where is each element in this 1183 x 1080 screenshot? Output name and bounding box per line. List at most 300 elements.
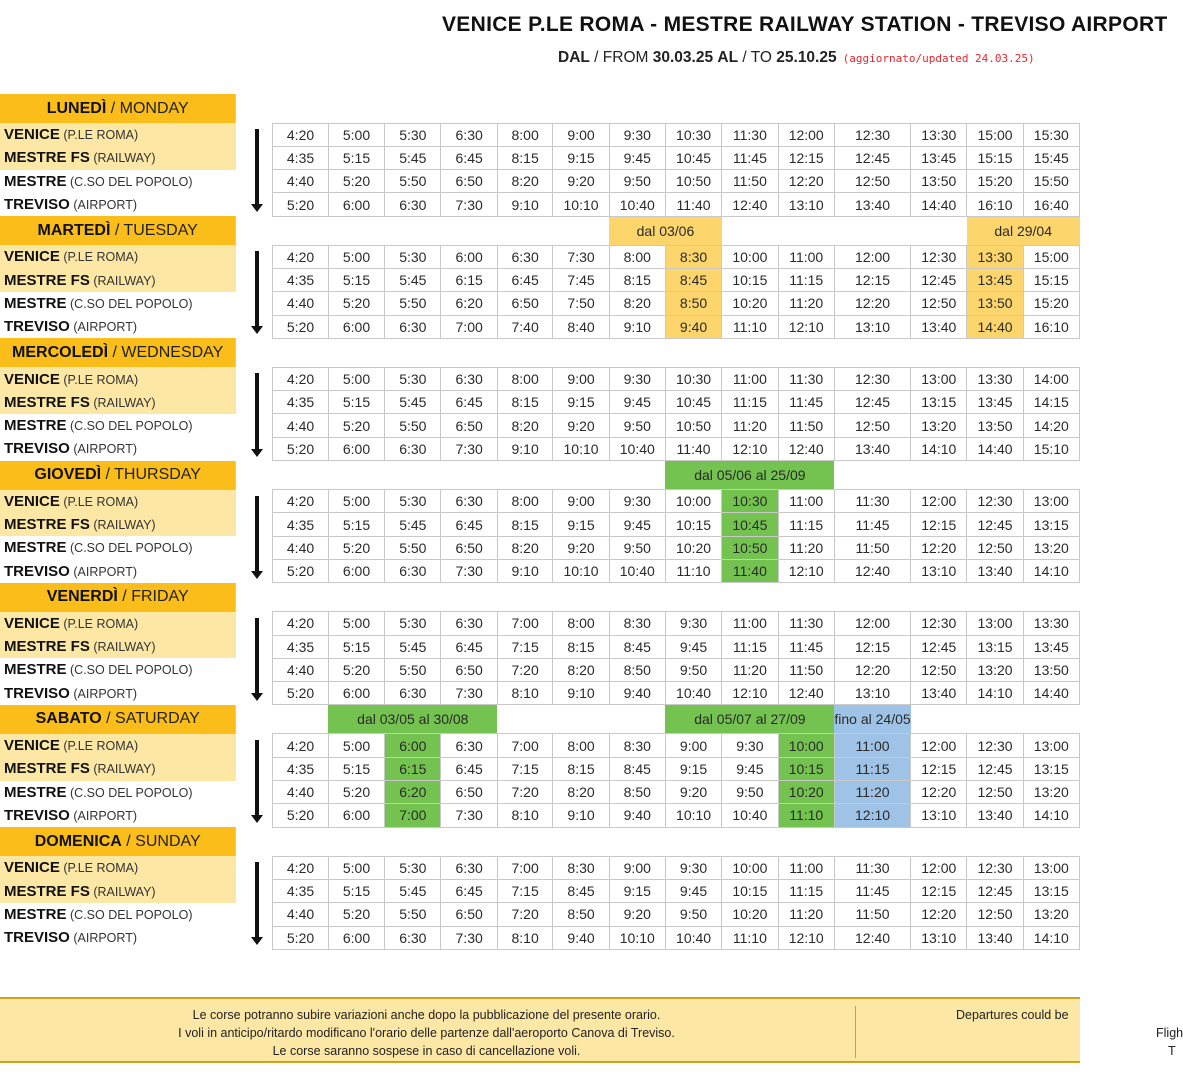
departure-time: 9:50 <box>665 658 721 681</box>
departure-time: 6:45 <box>441 879 497 902</box>
departure-time: 6:50 <box>441 414 497 437</box>
stop-row <box>0 536 1080 559</box>
departure-time: 6:30 <box>497 245 553 268</box>
departure-time: 10:20 <box>722 292 778 315</box>
stop-name: MESTRE FS (RAILWAY) <box>0 268 236 291</box>
departure-time: 7:40 <box>497 315 553 338</box>
stop-name: MESTRE (C.SO DEL POPOLO) <box>4 661 193 679</box>
day-header <box>0 338 1080 367</box>
stop-name: MESTRE FS (RAILWAY) <box>0 391 236 414</box>
departure-time: 4:20 <box>273 245 329 268</box>
departure-time: 6:50 <box>441 903 497 926</box>
departure-time: 9:30 <box>665 856 721 879</box>
departure-time: 12:50 <box>967 903 1023 926</box>
departure-time: 10:00 <box>665 490 721 513</box>
stop-row <box>0 903 1080 926</box>
departure-time: 5:20 <box>328 903 384 926</box>
departure-time: 4:35 <box>273 391 329 414</box>
departure-time: 10:00 <box>722 856 778 879</box>
stop-name: TREVISO (AIRPORT) <box>4 196 138 214</box>
stop-name: VENICE (P.LE ROMA) <box>0 245 236 268</box>
stop-row <box>0 292 1080 315</box>
departure-time: 6:45 <box>441 513 497 536</box>
day-name: DOMENICA / SUNDAY <box>0 827 236 856</box>
departure-time: 12:50 <box>911 292 967 315</box>
departure-time: 12:10 <box>778 926 834 949</box>
departure-time: 6:30 <box>385 315 441 338</box>
stop-name: TREVISO (AIRPORT) <box>4 440 138 458</box>
departure-time: 6:50 <box>497 292 553 315</box>
footer-italian: Le corse potranno subire variazioni anche dopo la pubblicazione del presente orario. I voli in anticipo/ritardo modificano l'orario delle partenze dall'aeroporto Canova di Treviso. Le corse saranno sospese in caso di cancellazione voli. <box>178 1008 675 1058</box>
departure-time: 9:50 <box>722 781 778 804</box>
departure-time: 6:00 <box>441 245 497 268</box>
stop-name: MESTRE (C.SO DEL POPOLO) <box>4 172 193 190</box>
departure-time: 16:40 <box>1023 193 1079 216</box>
departure-time: 12:15 <box>911 879 967 902</box>
stop-name: VENICE (P.LE ROMA) <box>0 490 236 513</box>
departure-time: 13:45 <box>967 268 1023 291</box>
stop-row <box>0 682 1080 705</box>
departure-time: 13:20 <box>1023 781 1079 804</box>
departure-time: 8:40 <box>553 315 609 338</box>
departure-time: 5:20 <box>328 414 384 437</box>
departure-time: 15:50 <box>1023 170 1079 193</box>
stop-name: MESTRE (C.SO DEL POPOLO) <box>4 417 193 435</box>
departure-time: 7:15 <box>497 635 553 658</box>
departure-time: 12:20 <box>911 536 967 559</box>
departure-time: 8:30 <box>609 734 665 757</box>
departure-time: 13:45 <box>967 391 1023 414</box>
stop-name: VENICE (P.LE ROMA) <box>0 856 236 879</box>
departure-time: 13:20 <box>1023 903 1079 926</box>
departure-time: 10:45 <box>665 146 721 169</box>
departure-time: 12:50 <box>911 658 967 681</box>
departure-time: 13:50 <box>967 414 1023 437</box>
departure-time: 13:40 <box>967 559 1023 582</box>
departure-time: 11:00 <box>778 490 834 513</box>
departure-time: 5:15 <box>328 757 384 780</box>
validity-note: fino al 24/05 <box>834 705 910 734</box>
stop-name: TREVISO (AIRPORT) <box>4 562 138 580</box>
departure-time: 12:30 <box>911 245 967 268</box>
stop-row <box>0 926 1080 949</box>
departure-time: 11:15 <box>778 268 834 291</box>
stop-name: VENICE (P.LE ROMA) <box>0 734 236 757</box>
departure-time: 6:50 <box>441 536 497 559</box>
departure-time: 8:50 <box>553 903 609 926</box>
departure-time: 11:50 <box>834 903 910 926</box>
stop-row <box>0 734 1080 757</box>
departure-time: 9:10 <box>609 315 665 338</box>
departure-time: 9:45 <box>722 757 778 780</box>
departure-time: 10:10 <box>609 926 665 949</box>
stop-row <box>0 781 1080 804</box>
departure-time: 4:35 <box>273 513 329 536</box>
departure-time: 5:50 <box>385 414 441 437</box>
stop-name: MESTRE (C.SO DEL POPOLO) <box>4 905 193 923</box>
departure-time: 7:30 <box>441 682 497 705</box>
departure-time: 11:40 <box>722 559 778 582</box>
departure-time: 14:40 <box>967 315 1023 338</box>
departure-time: 7:30 <box>441 193 497 216</box>
departure-time: 6:00 <box>385 734 441 757</box>
stop-name: VENICE (P.LE ROMA) <box>0 612 236 635</box>
departure-time: 10:45 <box>665 391 721 414</box>
departure-time: 5:20 <box>273 559 329 582</box>
departure-time: 12:30 <box>834 123 910 146</box>
departure-time: 12:10 <box>778 315 834 338</box>
day-header <box>0 216 1080 245</box>
departure-time: 10:20 <box>778 781 834 804</box>
departure-time: 12:15 <box>834 635 910 658</box>
departure-time: 4:35 <box>273 268 329 291</box>
departure-time: 9:10 <box>553 804 609 827</box>
departure-time: 5:00 <box>328 367 384 390</box>
departure-time: 9:45 <box>609 513 665 536</box>
departure-time: 12:10 <box>778 559 834 582</box>
departure-time: 5:00 <box>328 734 384 757</box>
departure-time: 5:15 <box>328 635 384 658</box>
departure-time: 14:10 <box>1023 926 1079 949</box>
departure-time: 13:30 <box>911 123 967 146</box>
departure-time: 9:00 <box>609 856 665 879</box>
departure-time: 11:10 <box>778 804 834 827</box>
arrow-down-icon <box>255 496 259 573</box>
departure-time: 7:30 <box>441 926 497 949</box>
departure-time: 14:10 <box>1023 559 1079 582</box>
departure-time: 11:50 <box>778 414 834 437</box>
departure-time: 4:40 <box>273 292 329 315</box>
departure-time: 5:20 <box>328 170 384 193</box>
departure-time: 10:50 <box>722 536 778 559</box>
departure-time: 11:45 <box>722 146 778 169</box>
departure-time: 6:30 <box>441 490 497 513</box>
departure-time: 11:15 <box>778 879 834 902</box>
departure-time: 12:45 <box>967 879 1023 902</box>
departure-time: 9:20 <box>553 170 609 193</box>
stop-name: MESTRE FS (RAILWAY) <box>0 635 236 658</box>
stop-name: TREVISO (AIRPORT) <box>4 929 138 947</box>
departure-time: 5:20 <box>328 292 384 315</box>
departure-time: 13:15 <box>1023 879 1079 902</box>
departure-time: 12:00 <box>911 490 967 513</box>
departure-time: 12:00 <box>911 734 967 757</box>
departure-time: 9:15 <box>553 146 609 169</box>
departure-time: 12:30 <box>967 734 1023 757</box>
departure-time: 9:30 <box>609 367 665 390</box>
departure-time: 9:15 <box>553 513 609 536</box>
departure-time: 11:20 <box>778 536 834 559</box>
departure-time: 12:15 <box>834 268 910 291</box>
departure-time: 8:15 <box>553 635 609 658</box>
departure-time: 5:45 <box>385 635 441 658</box>
departure-time: 4:20 <box>273 367 329 390</box>
departure-time: 10:15 <box>665 513 721 536</box>
departure-time: 7:00 <box>497 734 553 757</box>
departure-time: 11:00 <box>722 367 778 390</box>
departure-time: 6:30 <box>385 682 441 705</box>
departure-time: 13:20 <box>911 414 967 437</box>
stop-name: TREVISO (AIRPORT) <box>4 806 138 824</box>
day-header <box>0 583 1080 612</box>
departure-time: 9:10 <box>553 682 609 705</box>
stop-row <box>0 367 1080 390</box>
departure-time: 6:30 <box>385 193 441 216</box>
departure-time: 8:15 <box>497 513 553 536</box>
departure-time: 12:20 <box>834 658 910 681</box>
departure-time: 13:45 <box>911 146 967 169</box>
departure-time: 6:00 <box>328 682 384 705</box>
departure-time: 9:15 <box>553 391 609 414</box>
departure-time: 13:40 <box>911 315 967 338</box>
departure-time: 10:10 <box>553 437 609 460</box>
stop-name: MESTRE FS (RAILWAY) <box>0 513 236 536</box>
departure-time: 5:15 <box>328 879 384 902</box>
departure-time: 13:40 <box>834 437 910 460</box>
departure-time: 9:20 <box>553 414 609 437</box>
departure-time: 13:30 <box>1023 612 1079 635</box>
departure-time: 12:50 <box>967 781 1023 804</box>
departure-time: 5:50 <box>385 170 441 193</box>
departure-time: 7:20 <box>497 781 553 804</box>
departure-time: 8:20 <box>497 536 553 559</box>
departure-time: 11:45 <box>834 513 910 536</box>
departure-time: 9:45 <box>665 879 721 902</box>
departure-time: 9:40 <box>553 926 609 949</box>
departure-time: 6:00 <box>328 804 384 827</box>
departure-time: 9:10 <box>497 437 553 460</box>
departure-time: 15:45 <box>1023 146 1079 169</box>
departure-time: 5:20 <box>273 437 329 460</box>
departure-time: 5:45 <box>385 146 441 169</box>
stop-row <box>0 658 1080 681</box>
departure-time: 10:40 <box>665 926 721 949</box>
departure-time: 11:20 <box>778 292 834 315</box>
departure-time: 4:40 <box>273 414 329 437</box>
departure-time: 6:00 <box>328 926 384 949</box>
departure-time: 12:30 <box>967 856 1023 879</box>
departure-time: 6:30 <box>441 367 497 390</box>
departure-time: 5:45 <box>385 879 441 902</box>
departure-time: 13:15 <box>1023 513 1079 536</box>
departure-time: 8:30 <box>609 612 665 635</box>
departure-time: 13:00 <box>1023 490 1079 513</box>
departure-time: 7:45 <box>553 268 609 291</box>
stop-row <box>0 490 1080 513</box>
departure-time: 10:20 <box>665 536 721 559</box>
departure-time: 10:00 <box>778 734 834 757</box>
departure-time: 5:50 <box>385 658 441 681</box>
stop-row <box>0 123 1080 146</box>
departure-time: 12:45 <box>967 757 1023 780</box>
departure-time: 12:10 <box>722 682 778 705</box>
departure-time: 5:20 <box>273 804 329 827</box>
departure-time: 11:20 <box>778 903 834 926</box>
departure-time: 8:45 <box>553 879 609 902</box>
departure-time: 10:20 <box>722 903 778 926</box>
departure-time: 12:15 <box>911 513 967 536</box>
departure-time: 6:20 <box>385 781 441 804</box>
departure-time: 5:30 <box>385 856 441 879</box>
departure-time: 8:15 <box>609 268 665 291</box>
day-header <box>0 461 1080 490</box>
footer-notice <box>0 997 1183 1063</box>
departure-time: 10:40 <box>609 193 665 216</box>
stop-row <box>0 245 1080 268</box>
departure-time: 11:50 <box>778 658 834 681</box>
departure-time: 11:10 <box>722 926 778 949</box>
departure-time: 5:45 <box>385 513 441 536</box>
day-name: VENERDÌ / FRIDAY <box>0 583 236 612</box>
departure-time: 5:00 <box>328 123 384 146</box>
departure-time: 13:30 <box>967 245 1023 268</box>
departure-time: 13:15 <box>967 635 1023 658</box>
departure-time: 10:40 <box>665 682 721 705</box>
departure-time: 13:45 <box>1023 635 1079 658</box>
departure-time: 7:20 <box>497 658 553 681</box>
departure-time: 8:10 <box>497 682 553 705</box>
departure-time: 11:00 <box>834 734 910 757</box>
departure-time: 8:50 <box>609 658 665 681</box>
departure-time: 13:30 <box>967 367 1023 390</box>
departure-time: 12:40 <box>722 193 778 216</box>
departure-time: 5:15 <box>328 391 384 414</box>
departure-time: 12:50 <box>834 414 910 437</box>
departure-time: 4:40 <box>273 170 329 193</box>
departure-time: 12:50 <box>967 536 1023 559</box>
departure-time: 11:50 <box>834 536 910 559</box>
departure-time: 10:10 <box>553 193 609 216</box>
departure-time: 7:00 <box>385 804 441 827</box>
departure-time: 12:20 <box>911 781 967 804</box>
departure-time: 15:30 <box>1023 123 1079 146</box>
departure-time: 8:45 <box>609 757 665 780</box>
page-title: VENICE P.LE ROMA - MESTRE RAILWAY STATION - TREVISO AIRPORT <box>442 13 1168 36</box>
arrow-down-icon <box>255 740 259 817</box>
departure-time: 15:20 <box>967 170 1023 193</box>
departure-time: 6:30 <box>385 437 441 460</box>
day-name: GIOVEDÌ / THURSDAY <box>0 461 236 490</box>
departure-time: 14:00 <box>1023 367 1079 390</box>
stop-row <box>0 757 1080 780</box>
departure-time: 8:50 <box>609 781 665 804</box>
arrow-down-icon <box>255 129 259 206</box>
departure-time: 12:30 <box>911 612 967 635</box>
departure-time: 12:20 <box>834 292 910 315</box>
departure-time: 10:15 <box>778 757 834 780</box>
departure-time: 5:15 <box>328 146 384 169</box>
departure-time: 9:00 <box>553 367 609 390</box>
day-name: MERCOLEDÌ / WEDNESDAY <box>0 338 236 367</box>
stop-name: MESTRE (C.SO DEL POPOLO) <box>4 783 193 801</box>
departure-time: 13:50 <box>1023 658 1079 681</box>
departure-time: 5:20 <box>328 658 384 681</box>
departure-time: 13:50 <box>967 292 1023 315</box>
stop-row <box>0 559 1080 582</box>
departure-time: 11:10 <box>722 315 778 338</box>
departure-time: 10:40 <box>609 559 665 582</box>
departure-time: 11:30 <box>722 123 778 146</box>
departure-time: 12:15 <box>911 757 967 780</box>
departure-time: 11:40 <box>665 193 721 216</box>
departure-time: 10:50 <box>665 170 721 193</box>
departure-time: 11:10 <box>665 559 721 582</box>
departure-time: 8:45 <box>609 635 665 658</box>
departure-time: 6:30 <box>441 734 497 757</box>
departure-time: 8:10 <box>497 804 553 827</box>
departure-time: 13:40 <box>834 193 910 216</box>
stop-row <box>0 612 1080 635</box>
departure-time: 13:00 <box>911 367 967 390</box>
departure-time: 5:50 <box>385 903 441 926</box>
departure-time: 13:10 <box>911 804 967 827</box>
departure-time: 6:00 <box>328 559 384 582</box>
day-name: LUNEDÌ / MONDAY <box>0 94 236 123</box>
departure-time: 5:20 <box>328 781 384 804</box>
stop-name: TREVISO (AIRPORT) <box>4 684 138 702</box>
departure-time: 11:15 <box>722 391 778 414</box>
departure-time: 9:15 <box>665 757 721 780</box>
departure-time: 12:00 <box>911 856 967 879</box>
departure-time: 4:20 <box>273 612 329 635</box>
departure-time: 6:45 <box>441 391 497 414</box>
stop-row <box>0 856 1080 879</box>
departure-time: 10:15 <box>722 268 778 291</box>
departure-time: 5:50 <box>385 536 441 559</box>
stop-row <box>0 635 1080 658</box>
departure-time: 10:40 <box>722 804 778 827</box>
stop-row <box>0 437 1080 460</box>
departure-time: 9:30 <box>665 612 721 635</box>
departure-time: 11:30 <box>778 612 834 635</box>
departure-time: 9:45 <box>609 391 665 414</box>
departure-time: 5:20 <box>328 536 384 559</box>
validity-note: dal 03/06 <box>609 216 722 245</box>
departure-time: 4:20 <box>273 856 329 879</box>
stop-name: VENICE (P.LE ROMA) <box>0 367 236 390</box>
departure-time: 7:15 <box>497 757 553 780</box>
departure-time: 15:10 <box>1023 437 1079 460</box>
departure-time: 5:20 <box>273 193 329 216</box>
footer-english: Departures could be Fligh T <box>855 1006 1155 1058</box>
validity-note: dal 05/07 al 27/09 <box>665 705 834 734</box>
departure-time: 5:15 <box>328 513 384 536</box>
validity-note: dal 05/06 al 25/09 <box>665 461 834 490</box>
departure-time: 11:30 <box>834 856 910 879</box>
departure-time: 5:15 <box>328 268 384 291</box>
stop-name: MESTRE FS (RAILWAY) <box>0 757 236 780</box>
departure-time: 8:20 <box>497 414 553 437</box>
departure-time: 8:00 <box>553 734 609 757</box>
departure-time: 5:20 <box>273 926 329 949</box>
departure-time: 14:20 <box>1023 414 1079 437</box>
departure-time: 11:00 <box>778 245 834 268</box>
arrow-down-icon <box>255 618 259 695</box>
departure-time: 9:40 <box>665 315 721 338</box>
departure-time: 11:30 <box>834 490 910 513</box>
departure-time: 12:40 <box>778 682 834 705</box>
stop-name: TREVISO (AIRPORT) <box>4 318 138 336</box>
departure-time: 6:15 <box>441 268 497 291</box>
departure-time: 4:35 <box>273 757 329 780</box>
departure-time: 11:15 <box>722 635 778 658</box>
departure-time: 15:00 <box>1023 245 1079 268</box>
updated-note: (aggiornato/updated 24.03.25) <box>842 52 1035 65</box>
departure-time: 5:30 <box>385 245 441 268</box>
departure-time: 9:50 <box>609 414 665 437</box>
departure-time: 9:00 <box>553 123 609 146</box>
departure-time: 13:10 <box>778 193 834 216</box>
